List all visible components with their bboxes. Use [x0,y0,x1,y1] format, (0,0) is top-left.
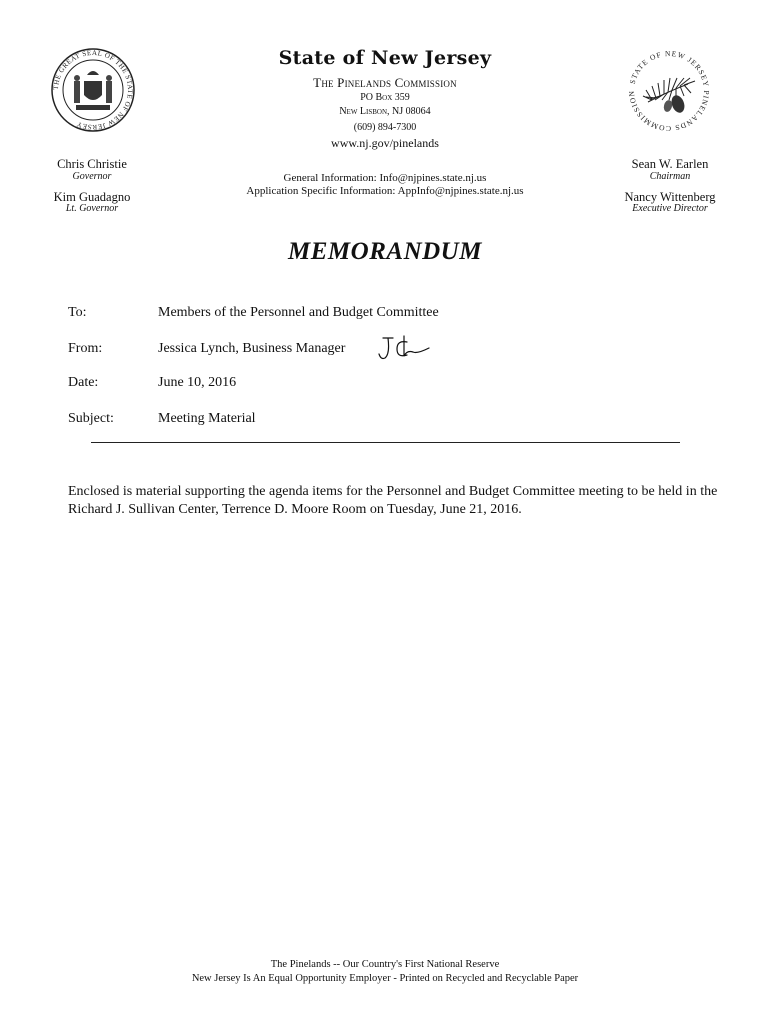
lt-governor-name: Kim Guadagno [53,190,131,204]
governor-title: Governor [72,171,112,182]
memo-body: Enclosed is material supporting the agenda items for the Personnel and Budget Committee meeting to be held in the Richard J. Sullivan Center, Terrence D. Moore Room on Tuesday, June 21, 2016. [68,484,718,517]
executive-director-title: Executive Director [632,203,708,214]
lt-governor-title: Lt. Governor [65,203,119,214]
date-label: Date: [68,375,99,390]
date-value: June 10, 2016 [158,375,237,390]
footer-motto: The Pinelands -- Our Country's First National Reserve [270,959,500,970]
header-divider [91,442,680,443]
svg-text:STATE OF NEW JERSEY PINELANDS: STATE OF NEW JERSEY PINELANDS COMMISSION [626,48,712,134]
executive-director-name: Nancy Wittenberg [624,190,716,204]
to-value: Members of the Personnel and Budget Committee [158,305,439,320]
from-value: Jessica Lynch, Business Manager [158,341,346,356]
subject-label: Subject: [68,411,114,426]
chairman-name: Sean W. Earlen [631,157,709,171]
phone-number: (609) 894-7300 [353,122,417,133]
signature-initials [377,334,433,364]
footer-equal-opportunity: New Jersey Is An Equal Opportunity Employer - Printed on Recycled and Recyclable Paper [191,973,579,984]
svg-text:THE GREAT SEAL OF THE STATE OF: THE GREAT SEAL OF THE STATE OF NEW JERSEY [51,48,135,132]
agency-name: The Pinelands Commission [313,75,457,90]
application-info-email: Application Specific Information: AppInfo@njpines.state.nj.us [246,185,524,197]
po-box: PO Box 359 [360,92,410,103]
memo-title: MEMORANDUM [288,238,482,265]
website: www.nj.gov/pinelands [331,136,439,150]
chairman-title: Chairman [649,171,691,182]
city-address: New Lisbon, NJ 08064 [339,106,431,117]
state-title: State of New Jersey [278,47,492,69]
subject-value: Meeting Material [158,411,256,426]
from-label: From: [68,341,103,356]
to-label: To: [68,305,87,320]
governor-name: Chris Christie [57,157,127,171]
general-info-email: General Information: Info@njpines.state.nj.us [283,172,487,184]
